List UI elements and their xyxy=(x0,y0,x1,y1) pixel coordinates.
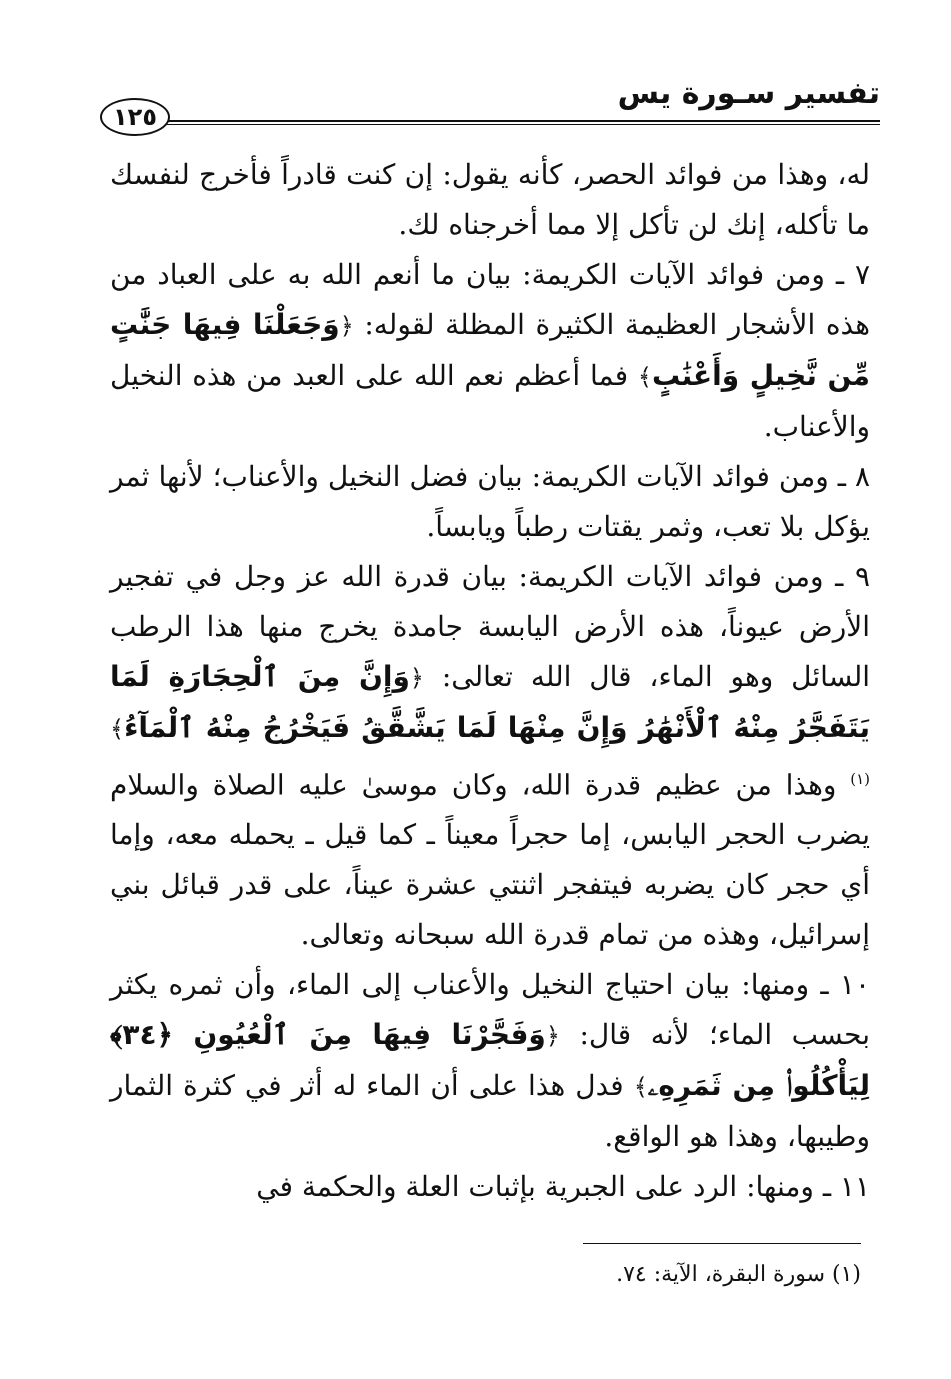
quran-open-ornament: ﴿ xyxy=(339,312,354,340)
quran-open-ornament: ﴿ xyxy=(409,664,424,692)
quran-verse-2: وَإِنَّ مِنَ ٱلْحِجَارَةِ لَمَا يَتَفَجَّرُ مِنْهُ ٱلْأَنْهَٰرُ وَإِنَّ مِنْهَا لَمَا يَشَّقَّقُ فَيَخْرُجُ مِنْهُ ٱلْمَآءُ xyxy=(110,660,870,744)
paragraph-1-text: له، وهذا من فوائد الحصر، كأنه يقول: إن كنت قادراً فأخرج لنفسك ما تأكله، إنك لن تأكل إلا مما أخرجناه لك. xyxy=(110,158,870,241)
quran-close-ornament: ﴾ xyxy=(637,363,652,391)
page-number: ١٢٥ xyxy=(100,98,170,136)
footnote: (١) سورة البقرة، الآية: ٧٤. xyxy=(616,1262,861,1287)
footnote-rule xyxy=(583,1243,861,1244)
paragraph-2-text-a: ٧ ـ ومن فوائد الآيات الكريمة: بيان ما أنعم الله به على العباد من هذه الأشجار العظيمة الكثيرة المظلة لقوله: xyxy=(110,258,870,341)
paragraph-4-text-a: ٩ ـ ومن فوائد الآيات الكريمة: بيان قدرة الله عز وجل في تفجير الأرض عيوناً، هذه الأرض اليابسة جامدة يخرج منها هذا الرطب السائل وهو الماء، قال الله تعالى: xyxy=(110,560,871,693)
header-rule xyxy=(162,120,880,125)
paragraph-4 xyxy=(110,552,870,960)
paragraph-2 xyxy=(110,250,870,452)
paragraph-1 xyxy=(110,150,870,250)
paragraph-5-text-a: ١٠ ـ ومنها: بيان احتياج النخيل والأعناب إلى الماء، وأن ثمره يكثر بحسب الماء؛ لأنه قال: xyxy=(110,968,870,1052)
paragraph-4-text-b: وهذا من عظيم قدرة الله، وكان موسىٰ عليه الصلاة والسلام يضرب الحجر اليابس، إما حجراً معيناً ـ كما قيل ـ يحمله معه، وإما أي حجر كان يضربه فيتفجر اثنتي عشرة عيناً، على قدر قبائل بني إسرائيل، وهذه من تمام قدرة الله سبحانه وتعالى. xyxy=(110,768,870,952)
paragraph-6 xyxy=(110,1162,870,1212)
paragraph-2-text-b: فما أعظم نعم الله على العبد من هذه النخيل والأعناب. xyxy=(110,359,870,443)
quran-verse-3: وَفَجَّرْنَا فِيهَا مِنَ ٱلْعُيُونِ ﴿٣٤﴾ لِيَأْكُلُوا۟ مِن ثَمَرِهِۦ xyxy=(110,1018,870,1103)
quran-close-ornament: ﴾ xyxy=(110,715,125,743)
quran-open-ornament: ﴿ xyxy=(545,1022,560,1051)
page-header xyxy=(100,76,880,134)
paragraph-3 xyxy=(110,452,870,552)
quran-close-ornament: ﴾ xyxy=(633,1073,648,1102)
paragraph-6-text: ١١ ـ ومنها: الرد على الجبرية بإثبات العلة والحكمة في xyxy=(256,1170,870,1204)
paragraph-5 xyxy=(110,960,870,1162)
quran-verse-1: وَجَعَلْنَا فِيهَا جَنَّٰتٍ مِّن نَّخِيلٍ وَأَعْنَٰبٍ xyxy=(110,308,871,392)
paragraph-5-text-b: فدل هذا على أن الماء له أثر في كثرة الثمار وطيبها، وهذا هو الواقع. xyxy=(110,1069,870,1154)
main-text xyxy=(110,150,870,1212)
running-title: تفسير سـورة يس xyxy=(617,76,880,111)
paragraph-3-text: ٨ ـ ومن فوائد الآيات الكريمة: بيان فضل النخيل والأعناب؛ لأنها ثمر يؤكل بلا تعب، وثمر يقتات رطباً ويابساً. xyxy=(110,460,870,543)
footnote-reference: (١) xyxy=(850,770,871,788)
